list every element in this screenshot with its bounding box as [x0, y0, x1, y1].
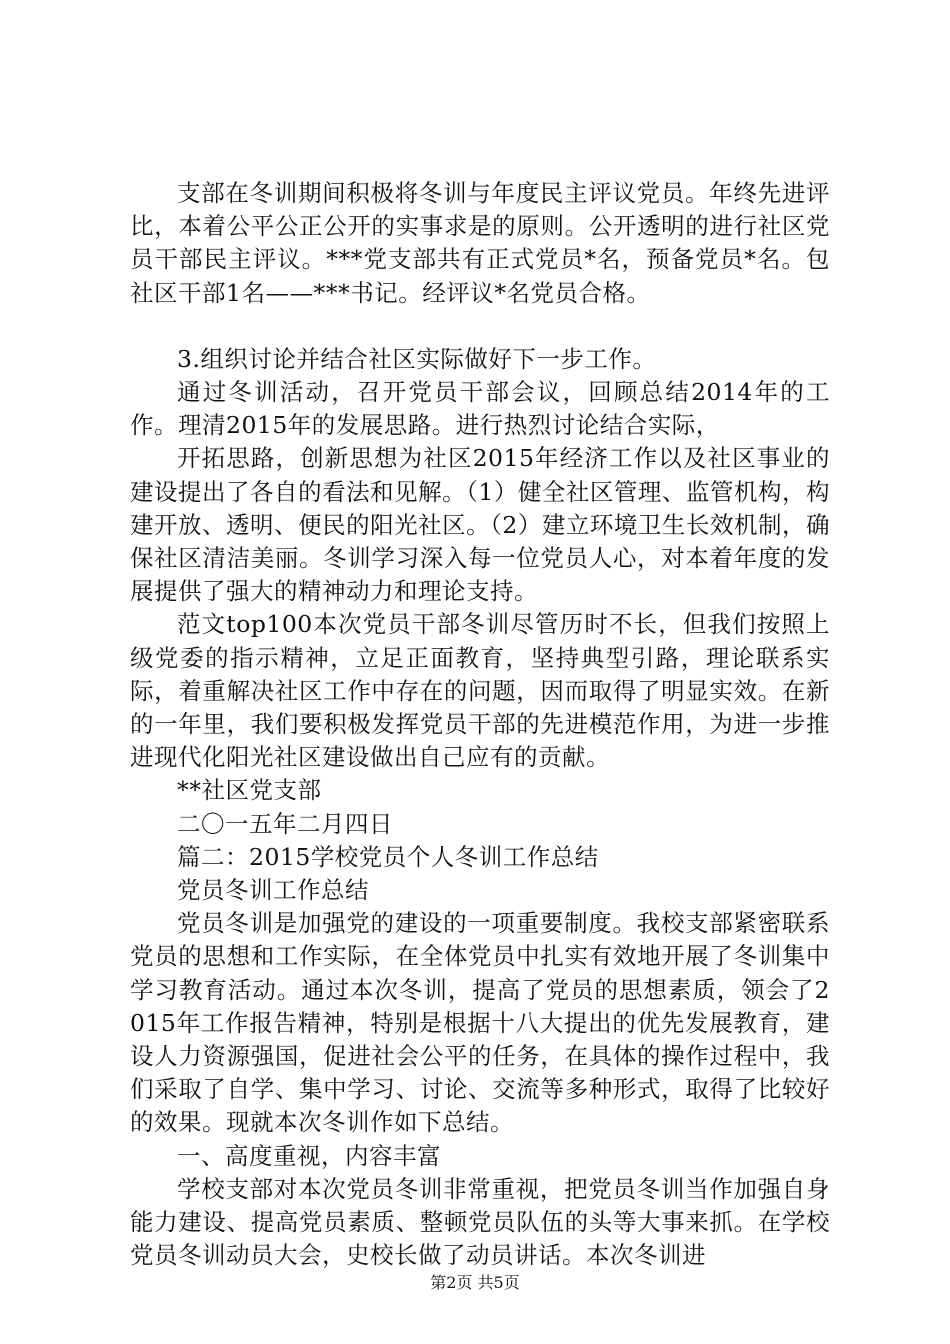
subtitle: 党员冬训工作总结 — [177, 876, 369, 905]
paragraph-3: 通过冬训活动，召开党员干部会议，回顾总结2014年的工作。理清2015年的发展思路。进行热烈讨论结合实际， — [130, 378, 830, 440]
paragraph-5: 范文top100本次党员干部冬训尽管历时不长，但我们按照上级党委的指示精神，立足正面教育，坚持典型引路，理论联系实际，着重解决社区工作中存在的问题，因而取得了明显实效。在新的一年里，我们要积极发挥党员干部的先进模范作用，为进一步推进现代化阳光社区建设做出自己应有的贡献。 — [130, 610, 830, 772]
page-footer: 第2页 共5页 — [430, 1273, 520, 1292]
section-title: 篇二：2015学校党员个人冬训工作总结 — [177, 842, 599, 871]
heading-1: 一、高度重视，内容丰富 — [177, 1141, 441, 1170]
paragraph-7: 学校支部对本次党员冬训非常重视，把党员冬训当作加强自身能力建设、提高党员素质、整顿党员队伍的头等大事来抓。在学校党员冬训动员大会，史校长做了动员讲话。本次冬训进 — [130, 1174, 830, 1270]
paragraph-1: 支部在冬训期间积极将冬训与年度民主评议党员。年终先进评比，本着公平公正公开的实事求是的原则。公开透明的进行社区党员干部民主评议。***党支部共有正式党员*名，预备党员*名。包社区干部1名——***书记。经评议*名党员合格。 — [130, 179, 830, 307]
signature-org: **社区党支部 — [177, 776, 322, 805]
paragraph-2: 3.组织讨论并结合社区实际做好下一步工作。 — [177, 344, 657, 373]
paragraph-6: 党员冬训是加强党的建设的一项重要制度。我校支部紧密联系党员的思想和工作实际，在全体党员中扎实有效地开展了冬训集中学习教育活动。通过本次冬训，提高了党员的思想素质，领会了2015年工作报告精神，特别是根据十八大提出的优先发展教育，建设人力资源强国，促进社会公平的任务，在具体的操作过程中，我们采取了自学、集中学习、讨论、交流等多种形式，取得了比较好的效果。现就本次冬训作如下总结。 — [130, 909, 830, 1137]
paragraph-spacer — [130, 310, 830, 343]
signature-date: 二〇一五年二月四日 — [177, 809, 393, 838]
document-body — [130, 177, 830, 1273]
paragraph-4: 开拓思路，创新思想为社区2015年经济工作以及社区事业的建设提出了各自的看法和见解。（1）健全社区管理、监管机构，构建开放、透明、便民的阳光社区。（2）建立环境卫生长效机制，确保社区清洁美丽。冬训学习深入每一位党员人心，对本着年度的发展提供了强大的精神动力和理论支持。 — [130, 444, 830, 606]
